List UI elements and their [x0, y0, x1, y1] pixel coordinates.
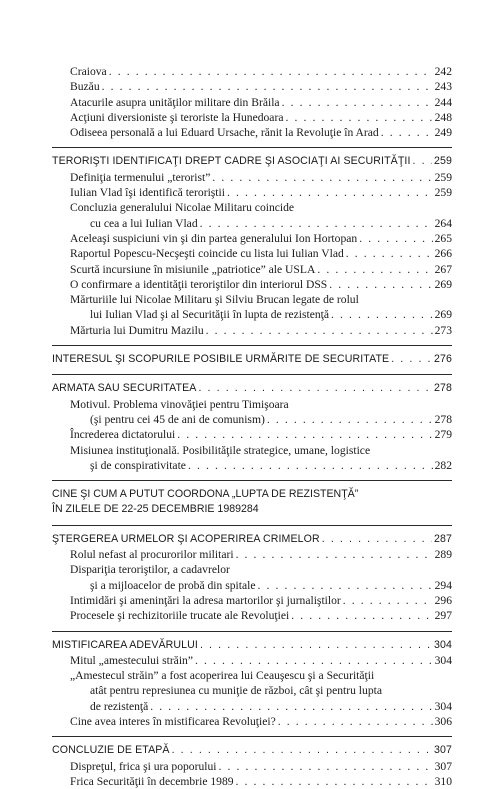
- page-number: 289: [434, 548, 452, 562]
- section-divider: [52, 147, 452, 148]
- page-number: 265: [434, 231, 452, 245]
- entry-title: TERORIŞTI IDENTIFICAŢI DREPT CADRE ŞI ASOCIAŢI AI SECURITĂŢII: [52, 155, 411, 168]
- dot-leader: [200, 638, 432, 653]
- page-number: 279: [434, 428, 452, 442]
- dot-leader: [391, 352, 432, 367]
- entry-title: MISTIFICAREA ADEVĂRULUI: [52, 638, 198, 651]
- entry-title-line: Motivul. Problema vinovăţiei pentru Timişoara: [70, 397, 289, 411]
- page-number: 307: [434, 744, 452, 757]
- entry-title: ŞTERGEREA URMELOR ŞI ACOPERIREA CRIMELOR: [52, 532, 320, 545]
- dot-leader: [198, 381, 432, 396]
- dot-leader: [200, 216, 433, 231]
- toc-entry: [52, 125, 452, 140]
- dot-leader: [109, 64, 433, 79]
- entry-title: Acţiuni diversioniste şi teroriste la Hunedoara: [70, 110, 284, 124]
- entry-title: Aceleaşi suspiciuni vin şi din partea generalului Ion Hortopan: [70, 231, 358, 245]
- dot-leader: [150, 699, 432, 714]
- entry-title: ARMATA SAU SECURITATEA: [52, 382, 197, 395]
- toc-entry: [52, 231, 452, 246]
- entry-title: Raportul Popescu-Necşeşti coincide cu lista lui Iulian Vlad: [70, 247, 344, 261]
- toc-entry: [52, 774, 452, 789]
- page-number: 266: [434, 247, 452, 261]
- entry-title: Odiseea personală a lui Eduard Ursache, rănit la Revoluţie în Arad: [70, 126, 379, 140]
- dot-leader: [282, 95, 433, 110]
- entry-title: Încrederea dictatorului: [70, 428, 176, 442]
- entry-last-line: [70, 412, 452, 427]
- dot-leader: [413, 154, 433, 169]
- entry-last-line: [70, 578, 452, 593]
- section-divider: [52, 345, 452, 346]
- entry-title: Cine avea interes în mistificarea Revoluţiei?: [70, 714, 276, 728]
- entry-last-line: [70, 699, 452, 714]
- section-divider: [52, 736, 452, 737]
- dot-leader: [329, 277, 432, 292]
- page-number: 244: [434, 95, 452, 109]
- dot-leader: [359, 231, 432, 246]
- dot-leader: [227, 185, 433, 200]
- page-number: 304: [434, 699, 452, 713]
- page-number: 276: [434, 353, 452, 366]
- entry-last-line: [70, 458, 452, 473]
- toc-entry: [52, 547, 452, 562]
- entry-title: şi a mijloacelor de probă din spitale: [90, 578, 256, 592]
- entry-title: Buzău: [70, 80, 100, 94]
- chapter-heading: [52, 743, 452, 758]
- entry-title: Atacurile asupra unităţilor militare din Brăila: [70, 95, 280, 109]
- toc-entry: [52, 714, 452, 729]
- dot-leader: [177, 427, 432, 442]
- toc-entry: [52, 668, 452, 714]
- toc-entry: [52, 608, 452, 623]
- toc-entry: [52, 262, 452, 277]
- toc-entry: [52, 759, 452, 774]
- chapter-heading: [52, 532, 452, 547]
- entry-title: CONCLUZIE DE ETAPĂ: [52, 744, 170, 757]
- page-number: 243: [434, 80, 452, 94]
- page-number: 267: [434, 262, 452, 276]
- toc-entry: [52, 170, 452, 185]
- entry-title: Mărturia lui Dumitru Mazilu: [70, 323, 204, 337]
- entry-title: ÎN ZILELE DE 22-25 DECEMBRIE 1989: [52, 503, 242, 516]
- dot-leader: [188, 458, 433, 473]
- toc-entry: [52, 292, 452, 323]
- toc-entry: [52, 79, 452, 94]
- entry-title-line: „Amestecul străin” a fost acoperirea lui Ceauşescu şi a Securităţii: [70, 669, 375, 683]
- section-divider: [52, 480, 452, 481]
- toc-entry: [52, 95, 452, 110]
- chapter-heading: [52, 154, 452, 169]
- entry-title: Iulian Vlad îşi identifică teroriştii: [70, 186, 225, 200]
- entry-title: Procesele şi rechizitoriile trucate ale Revoluţiei: [70, 609, 290, 623]
- dot-leader: [317, 262, 432, 277]
- chapter-heading: [52, 381, 452, 396]
- dot-leader: [212, 170, 432, 185]
- dot-leader: [257, 578, 432, 593]
- dot-leader: [172, 743, 432, 758]
- section-divider: [52, 525, 452, 526]
- page-number: 242: [434, 65, 452, 78]
- entry-title-line: atât pentru represiunea cu muniţie de război, cât şi pentru lupta: [90, 684, 382, 698]
- toc-entry: [52, 277, 452, 292]
- dot-leader: [331, 307, 433, 322]
- toc-entry: [52, 653, 452, 668]
- page-number: 259: [434, 186, 452, 200]
- page-number: 269: [434, 277, 452, 291]
- dot-leader: [343, 593, 433, 608]
- page-number: 307: [434, 759, 452, 773]
- entry-title: şi de conspirativitate: [90, 458, 186, 472]
- page-number: 259: [434, 155, 452, 168]
- toc-entry: [52, 593, 452, 608]
- toc-entry: [52, 185, 452, 200]
- dot-leader: [278, 714, 433, 729]
- dot-leader: [236, 774, 433, 789]
- page-number: 278: [434, 412, 452, 426]
- dot-leader: [285, 110, 432, 125]
- dot-leader: [322, 532, 432, 547]
- entry-title: (şi pentru cei 45 de ani de comunism): [90, 412, 265, 426]
- toc-entry: [52, 110, 452, 125]
- toc-entry: [52, 443, 452, 474]
- dot-leader: [346, 246, 433, 261]
- entry-title: Frica Securităţii în decembrie 1989: [70, 774, 234, 788]
- page-number: 249: [434, 126, 452, 140]
- page-number: 297: [434, 609, 452, 623]
- page-number: 259: [434, 170, 452, 184]
- entry-title: de rezistenţă: [90, 699, 149, 713]
- page-number: 306: [434, 714, 452, 728]
- section-divider: [52, 374, 452, 375]
- page-number: 248: [434, 110, 452, 124]
- dot-leader: [267, 412, 433, 427]
- entry-title: Intimidări şi ameninţări la adresa martorilor şi jurnaliştilor: [70, 593, 341, 607]
- entry-last-line: [70, 216, 452, 231]
- dot-leader: [219, 759, 433, 774]
- toc-entry: [52, 200, 452, 231]
- entry-title: Dispreţul, frica şi ura poporului: [70, 759, 217, 773]
- chapter-heading: [52, 352, 452, 367]
- chapter-heading: [52, 638, 452, 653]
- entry-title: cu cea a lui Iulian Vlad: [90, 216, 198, 230]
- toc-entry: [52, 397, 452, 428]
- toc-entry: [52, 246, 452, 261]
- page-number: 287: [434, 532, 452, 545]
- page-number: 284: [241, 503, 259, 516]
- entry-title: Craiova: [70, 65, 107, 78]
- page-number: 269: [434, 308, 452, 322]
- entry-title: Rolul nefast al procurorilor militari: [70, 548, 234, 562]
- page-number: 273: [434, 323, 452, 337]
- entry-title-line: Dispariţia teroriştilor, a cadavrelor: [70, 563, 230, 577]
- entry-title: O confirmare a identităţii teroriştilor din interiorul DSS: [70, 277, 328, 291]
- page-number: 310: [434, 774, 452, 788]
- section-divider: [52, 631, 452, 632]
- page-number: 304: [434, 638, 452, 651]
- dot-leader: [291, 608, 432, 623]
- entry-last-line: [70, 307, 452, 322]
- entry-title: Mitul „amestecului străin”: [70, 653, 193, 667]
- page-number: 294: [434, 578, 452, 592]
- entry-title: lui Iulian Vlad şi al Securităţii în lupta de rezistenţă: [90, 308, 330, 322]
- page-number: 282: [434, 458, 452, 472]
- entry-title: INTERESUL ŞI SCOPURILE POSIBILE URMĂRITE DE SECURITATE: [52, 353, 390, 366]
- dot-leader: [236, 547, 433, 562]
- page-number: 304: [434, 653, 452, 667]
- dot-leader: [206, 323, 433, 338]
- page-number: 278: [434, 382, 452, 395]
- chapter-heading: [52, 487, 452, 518]
- page-number: 264: [434, 216, 452, 230]
- chapter-heading-line: CINE ŞI CUM A PUTUT COORDONA „LUPTA DE REZISTENŢĂ”: [52, 488, 359, 501]
- page-number: 296: [434, 593, 452, 607]
- entry-title-line: Concluzia generalului Nicolae Militaru coincide: [70, 201, 295, 215]
- entry-title-line: Mărturiile lui Nicolae Militaru şi Silviu Brucan legate de rolul: [70, 293, 359, 307]
- toc-entry: [52, 323, 452, 338]
- entry-title: Scurtă incursiune în misiunile „patriotice” ale USLA: [70, 262, 316, 276]
- table-of-contents: [52, 64, 452, 789]
- toc-entry: [52, 562, 452, 593]
- toc-entry: [52, 427, 452, 442]
- toc-entry: [52, 64, 452, 79]
- dot-leader: [195, 653, 433, 668]
- entry-title: Definiţia termenului „terorist”: [70, 170, 211, 184]
- chapter-heading-last-line: [52, 502, 452, 517]
- entry-title-line: Misiunea instituţională. Posibilităţile strategice, umane, logistice: [70, 443, 371, 457]
- dot-leader: [102, 79, 433, 94]
- dot-leader: [381, 125, 433, 140]
